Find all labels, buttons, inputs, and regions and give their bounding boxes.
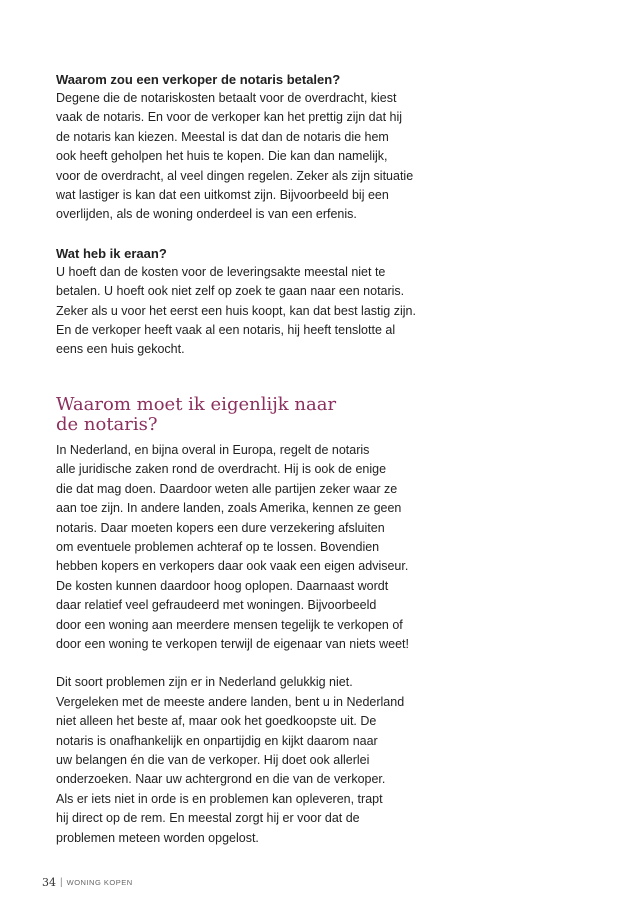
text-line: Degene die de notariskosten betaalt voor de overdracht, kiest bbox=[56, 91, 397, 105]
footer-separator: | bbox=[60, 877, 63, 888]
text-line: om eventuele problemen achteraf op te lossen. Bovendien bbox=[56, 539, 380, 554]
text-line: uw belangen én die van de verkoper. Hij doet ook allerlei bbox=[56, 752, 370, 767]
text-line: notaris is onafhankelijk en onpartijdig en kijkt daarom naar bbox=[56, 733, 378, 748]
heading-line: Waarom moet ik eigenlijk naar bbox=[56, 393, 337, 415]
paragraph-nederland bbox=[56, 441, 456, 654]
text-line: hij direct op de rem. En meestal zorgt hij er voor dat de bbox=[56, 811, 360, 826]
text-line: Vergeleken met de meeste andere landen, bent u in Nederland bbox=[56, 694, 405, 709]
spacer bbox=[56, 225, 456, 244]
text-line: In Nederland, en bijna overal in Europa, regelt de notaris bbox=[56, 442, 370, 457]
text-line: problemen meteen worden opgelost. bbox=[56, 830, 259, 845]
text-line: Als er iets niet in orde is en problemen kan opleveren, trapt bbox=[56, 791, 383, 806]
text-line: vaak de notaris. En voor de verkoper kan het prettig zijn dat hij bbox=[56, 110, 403, 125]
spacer bbox=[56, 360, 456, 395]
text-line: hebben kopers en verkopers daar ook vaak een eigen adviseur. bbox=[56, 559, 409, 574]
text-line: onderzoeken. Naar uw achtergrond en die van de verkoper. bbox=[56, 772, 386, 787]
heading-line: de notaris? bbox=[56, 413, 158, 435]
text-line: Zeker als u voor het eerst een huis koopt, kan dat best lastig zijn. bbox=[56, 303, 416, 318]
text-line: betalen. U hoeft ook niet zelf op zoek te gaan naar een notaris. bbox=[56, 284, 405, 299]
text-line: niet alleen het beste af, maar ook het goedkoopste uit. De bbox=[56, 714, 377, 729]
spacer bbox=[56, 654, 456, 673]
page-footer bbox=[42, 876, 133, 889]
page-heading bbox=[56, 395, 456, 435]
text-line: De kosten kunnen daardoor hoog oplopen. Daarnaast wordt bbox=[56, 578, 389, 593]
section-title-wat-heb-ik-eraan: Wat heb ik eraan? bbox=[56, 245, 167, 261]
text-line: En de verkoper heeft vaak al een notaris, hij heeft tenslotte al bbox=[56, 323, 396, 338]
text-line: ook heeft geholpen het huis te kopen. Die kan dan namelijk, bbox=[56, 149, 388, 164]
text-line: alle juridische zaken rond de overdracht. Hij is ook de enige bbox=[56, 462, 387, 477]
text-line: die dat mag doen. Daardoor weten alle partijen zeker waar ze bbox=[56, 481, 398, 496]
footer-label: WONING KOPEN bbox=[66, 878, 133, 887]
text-line: door een woning te verkopen terwijl de eigenaar van niets weet! bbox=[56, 636, 409, 651]
page-number: 34 bbox=[42, 876, 56, 889]
text-line: voor de overdracht, al veel dingen regelen. Zeker als zijn situatie bbox=[56, 168, 414, 183]
text-line: wat lastiger is kan dat een uitkomst zijn. Bijvoorbeeld bij een bbox=[56, 188, 389, 203]
text-line: eens een huis gekocht. bbox=[56, 342, 185, 357]
paragraph-verkoper bbox=[56, 89, 456, 225]
paragraph-problemen bbox=[56, 673, 456, 848]
text-line: overlijden, als de woning onderdeel is van een erfenis. bbox=[56, 207, 357, 222]
text-line: notaris. Daar moeten kopers een dure verzekering afsluiten bbox=[56, 520, 385, 535]
text-line: door een woning aan meerdere mensen tegelijk te verkopen of bbox=[56, 617, 403, 632]
paragraph-wat-heb-ik-eraan bbox=[56, 263, 456, 360]
text-line: U hoeft dan de kosten voor de leveringsakte meestal niet te bbox=[56, 264, 386, 279]
text-line: daar relatief veel gefraudeerd met woningen. Bijvoorbeeld bbox=[56, 598, 377, 613]
section-title-verkoper: Waarom zou een verkoper de notaris betalen? bbox=[56, 72, 341, 87]
text-line: Dit soort problemen zijn er in Nederland gelukkig niet. bbox=[56, 675, 353, 690]
text-line: de notaris kan kiezen. Meestal is dat dan de notaris die hem bbox=[56, 129, 389, 144]
text-line: aan toe zijn. In andere landen, zoals Amerika, kennen ze geen bbox=[56, 501, 402, 516]
page-content bbox=[56, 70, 456, 848]
